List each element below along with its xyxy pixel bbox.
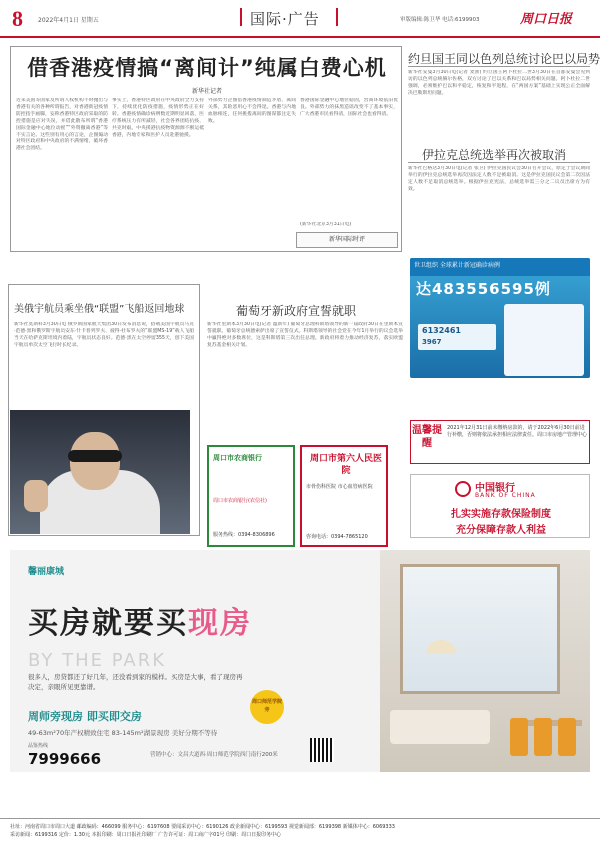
newspaper-logo: 周口日报 [520,12,573,27]
ad-paragraph: 很多人，房贷都还了好几年，还没看到家的模样。买房是大事，看了现房再决定，亲眼所见更靠谱。 [28,673,243,691]
phone-graphic-icon [504,304,584,376]
iraq-article-body: 新华社巴格达3月30日电(记者 张卫) 伊拉克国民议会30日召开会议，原定于会议期间举行的伊拉克总统选举再次因法定人数不足被取消。这是伊拉克国民议会第二次因法定人数不足取消总统选举。根据伊拉克宪法，总统选举需三分之二议员出席方为有效。 [408,166,590,192]
hospital-title: 周口市第六人民医院 [309,454,382,476]
banner-header: 世卫组织 全球累计新冠确诊病例 [410,258,590,276]
hospital-ad[interactable] [300,445,388,547]
notice-tag: 温馨提醒 [412,425,442,449]
boc-name: 中国银行 [475,483,515,494]
ad-english-slogan: BY THE PARK [28,650,167,671]
chair-shape [510,718,528,756]
stat-secondary: 3967 [422,338,442,346]
main-article-byline: 新华社记者 [191,88,222,95]
tel-number: 7999666 [28,750,102,768]
commentary-stamp: 新华国际时评 [296,232,398,248]
ad-headline [28,598,252,642]
qr-code-icon[interactable] [310,738,334,762]
footer-line-2: 采访新闻：6199316 定价：1.30元 本报印刷：周口日报社印刷厂 广告许可证：周工商广字01号 印刷：周口日报印务中心 [10,832,282,838]
section-divider [336,8,338,26]
main-article-title[interactable]: 借香港疫情搞“离间计”纯属白费心机 [27,56,387,80]
hospital-sub: 市骨伤科医院 市心血管病医院 [306,484,373,490]
stat-primary: 6132461 [422,326,461,335]
rural-bank-sub: 周口市农商银行(农信社) [213,498,267,504]
ad-address: 营销中心：文昌大道西·周口师范学院西门南行200米 [150,752,278,758]
main-article-col2: 事实上，香港特区政府在中央政府全力支持下，持续优化防疫措施，疫情形势正在好转。香港疫情确诊病例数近期明显回落，医疗系统压力有所减轻，社会各界团结抗疫、共克时艰。中央援港抗疫物资源源不断运抵香港，内地专家和医护人员赴港驰援。 [112,98,204,138]
divider [408,66,590,67]
chair-shape [558,718,576,756]
issue-date: 2022年4月1日 星期五 [38,17,99,24]
main-article-col3: 外部势力企图借香港疫情制造矛盾、离间关系，其险恶用心不会得逞。香港与内地血脉相连，任何挑拨离间的图谋都注定失败。 [208,98,296,124]
rural-bank-title: 周口市农商银行 [213,454,262,462]
covid-stats-banner[interactable] [410,258,590,378]
ad-cta: 周师旁现房 即买即交房 [28,710,142,723]
real-estate-ad[interactable] [10,550,590,772]
headline-part-b: 现房 [188,606,252,641]
astronaut-article-body: 新华社莫斯科3月30日电 俄罗斯国家航天集团30日发布消息说，搭载美国宇航员马克·范德·黑和俄罗斯宇航员安东·什卡普列罗夫、彼得·杜布罗夫的“联盟MS-19”载人飞船当天在哈萨克斯坦境内着陆，宇航员状态良好。范德·黑在太空停留355天，创下美国宇航员单次太空飞行时长纪录。 [14,322,194,348]
editor-info: 审版编辑:陈卫华 电话:6199903 [400,17,480,23]
notice-box [410,420,590,464]
notice-text: 2021年12月31日前未缴纳房款的，请于2022年6月30日前进行补缴，否则将依法承担相应法律责任。周口市房地产管理中心 [447,425,588,438]
main-article-col4: 香港国际金融中心地位稳固，营商环境依旧优良。外部势力的抹黑造谣改变不了基本事实，广大香港市民看得清，国际社会也看得清。 [300,98,398,117]
ad-subline: 49-63m²70年产权精致住宅 83-145m²湖景现房 美好分期不等待 [28,729,218,737]
headline-part-a: 买房就要买 [28,606,188,641]
main-article-col1: 近来美国等国家及所谓人权机构不时抛出与香港有关的各种所谓报告，对香港新冠疫情防控指手画脚，妄称香港特区政府采取的防控措施是应对失误，并借此散布所谓“香港国际金融中心地位动摇”“外资撤离香港”等不实言论。这些别有用心的言论，企图煽动对特区政府和中央政府的不满情绪，破坏香港社会团结。 [16,98,108,152]
portugal-article-title[interactable]: 葡萄牙新政府宣誓就职 [236,304,357,318]
boc-english-name: BANK OF CHINA [475,492,536,499]
jordan-article-title[interactable]: 约旦国王同以色列总统讨论巴以局势 [408,52,600,66]
sofa-shape [390,710,490,744]
divider [408,162,590,163]
main-article-source: (新华社北京3月31日电) [300,222,352,227]
property-logo: 馨丽康城 [28,567,65,577]
bank-of-china-ad[interactable] [410,474,590,538]
iraq-article-title[interactable]: 伊拉克总统选举再次被取消 [422,148,567,162]
stat-panel [418,324,496,350]
portugal-article-body: 新华社里斯本3月30日电(记者 温新年) 葡萄牙总理科斯塔领导的新一届政府30日在里斯本宣誓就职。葡萄牙总统德索萨出席了宣誓仪式。科斯塔领导的社会党在今年1月举行的议会选举中赢得绝对多数席位，这是科斯塔第三次出任总理。新政府将着力推动经济复苏，落实欧盟复苏基金相关计划。 [207,322,403,348]
page-footer [0,818,600,847]
boc-logo-icon [455,481,471,497]
banner-headline: 达483556595例 [416,280,551,298]
thumbs-up-icon [24,480,48,512]
tel-label: 品鉴热线 [28,743,49,749]
rural-bank-ad[interactable] [207,445,295,547]
boc-slogan-2: 充分保障存款人利益 [456,525,546,536]
astronaut-article-title[interactable]: 美俄宇航员乘坐俄“联盟”飞船返回地球 [14,304,185,315]
sunglasses-shape [68,450,122,462]
chair-shape [534,718,552,756]
footer-line-1: 社址：河南省周口市周口大道 邮政编码：466099 服务中心：6197608 要闻采访中心：6190126 政企新闻中心：6199593 视觉新闻部：6199398 新媒体中心：6069333 [10,824,395,830]
section-title: 国际·广告 [250,10,320,28]
window-shape [400,564,560,694]
section-divider [240,8,242,26]
rural-bank-phone: 服务热线：0394-8306896 [213,532,275,538]
boc-slogan-1: 扎实实施存款保险制度 [451,509,551,520]
jordan-article-body: 新华社安曼3月30日电(记者 麦蕾) 约旦国王阿卜杜拉二世3月30日在首都安曼会见到访的以色列总统赫尔佐格，双方讨论了巴以关系和巴以局势相关问题。阿卜杜拉二世强调，必须维护巴以和平稳定，恢复和平进程，在“两国方案”基础上实现公正全面解决巴勒斯坦问题。 [408,70,590,96]
page-number: 8 [12,6,23,31]
location-badge: 周口师范学院旁 [250,690,284,724]
hospital-phone: 咨询电话：0394-7865120 [306,534,368,540]
astronaut-photo [10,410,190,534]
